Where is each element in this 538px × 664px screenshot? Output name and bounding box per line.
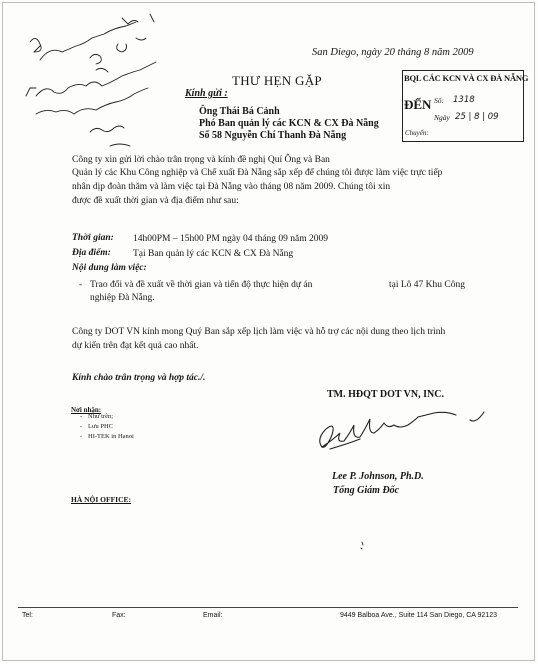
- footer-fax: Fax:: [112, 612, 126, 619]
- stamp-ngay-value: 25 | 8 | 09: [455, 112, 499, 122]
- recipients-list-item: Như trên;: [88, 413, 114, 420]
- place-label: Địa điểm:: [72, 248, 111, 258]
- paragraph1-line4: được đề xuất thời gian và địa điểm như sau:: [72, 196, 239, 206]
- stamp-header: BQL CÁC KCN VÀ CX ĐÀ NẴNG: [404, 73, 529, 83]
- bullet-text: Trao đổi và đề xuất về thời gian và tiến độ thực hiện dự án: [90, 280, 313, 290]
- paragraph1-line3: nhân dịp đoàn thăm và làm việc tại Đà Nẵng vào tháng 08 năm 2009. Chúng tôi xin: [72, 182, 391, 192]
- recipients-list-item: HI-TEK in Hanoi: [88, 433, 134, 440]
- recipients-dash: -: [80, 413, 83, 420]
- letter-date: San Diego, ngày 20 tháng 8 năm 2009: [312, 47, 474, 58]
- stamp-den-label: ĐẾN: [404, 97, 432, 112]
- recipient-address: Số 58 Nguyễn Chí Thanh Đà Nẵng: [199, 130, 347, 141]
- hanoi-office-label: HÀ NỘI OFFICE:: [71, 495, 131, 504]
- footer-tel: Tel:: [22, 612, 33, 619]
- paragraph2-line1: Công ty DOT VN kính mong Quý Ban sắp xếp lịch làm việc và hỗ trợ các nội dung theo lịch trình: [72, 327, 446, 337]
- recipients-list-item: Lưu PHC: [88, 423, 114, 430]
- paragraph1-line1: Công ty xin gửi lời chào trân trọng và kính đề nghị Quí Ông và Ban: [72, 155, 330, 165]
- bullet-continuation: nghiệp Đà Nẵng.: [90, 293, 155, 303]
- signer-name: Lee P. Johnson, Ph.D.: [332, 471, 424, 482]
- recipients-dash: -: [80, 433, 83, 440]
- company-signature-line: TM. HĐQT DOT VN, INC.: [327, 389, 444, 400]
- paragraph2-line2: dự kiến trên đạt kết quả cao nhất.: [72, 341, 199, 351]
- stamp-so-label: Số:: [434, 96, 444, 105]
- time-value: 14h00PM – 15h00 PM ngày 04 tháng 09 năm 2009: [133, 234, 329, 244]
- bullet-dash: -: [79, 280, 83, 290]
- footer-divider: [18, 607, 518, 608]
- recipients-dash: -: [80, 423, 83, 430]
- paragraph1-line2: Quản lý các Khu Công nghiệp và Chế xuất Đà Nẵng sắp xếp để chúng tôi được làm việc trực tiếp: [72, 168, 443, 178]
- recipient-name: Ông Thái Bá Cảnh: [199, 106, 280, 117]
- signer-title: Tổng Giám Đốc: [333, 485, 400, 496]
- recipients-list-label: Nơi nhận:: [71, 406, 102, 414]
- footer-email: Email:: [203, 612, 223, 619]
- letter-title: THƯ HẸN GẶP: [232, 73, 322, 88]
- content-label: Nội dung làm việc:: [72, 263, 147, 273]
- stamp-chuyen-label: Chuyển:: [405, 129, 429, 137]
- footer-address: 9449 Balboa Ave., Suite 114 San Diego, CA 92123: [340, 612, 497, 619]
- bullet-location: tại Lô 47 Khu Công: [389, 280, 465, 290]
- closing-line: Kính chào trân trọng và hợp tác./.: [72, 373, 206, 383]
- place-value: Tại Ban quản lý các KCN & CX Đà Nẵng: [133, 249, 294, 259]
- stamp-so-value: 1318: [453, 95, 475, 105]
- recipient-position: Phó Ban quản lý các KCN & CX Đà Nẵng: [199, 118, 379, 129]
- to-label: Kính gửi :: [185, 88, 228, 99]
- stamp-ngay-label: Ngày: [434, 113, 450, 122]
- time-label: Thời gian:: [72, 233, 114, 243]
